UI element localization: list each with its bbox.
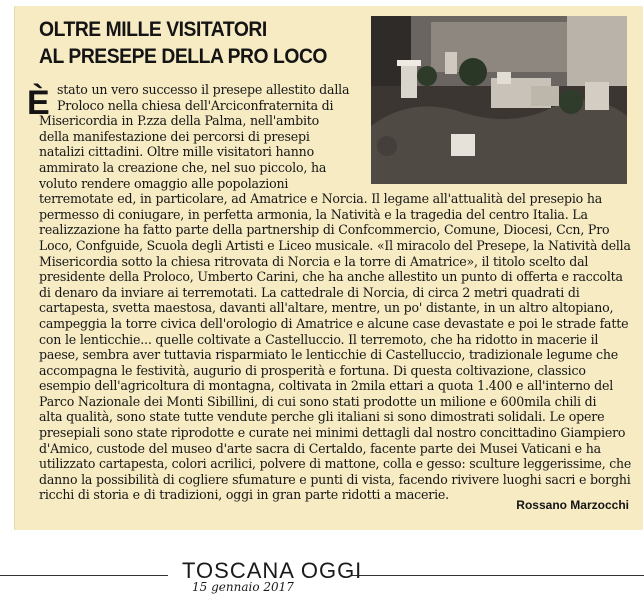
article-line: natalizi cittadini. Oltre mille visitatori hanno — [39, 144, 314, 160]
article-line: alta qualità, sono state tutte vendute perche gli italiani si sono dimostrati solidali. Le opere — [39, 409, 605, 425]
article-line: terremotate ed, in particolare, ad Amatrice e Norcia. Il legame all'attualità del presepio ha — [39, 191, 603, 207]
drop-cap: È — [27, 84, 50, 122]
headline-line-1: OLTRE MILLE VISITATORI — [39, 18, 267, 41]
headline — [39, 16, 379, 70]
article-line: stato un vero successo il presepe allestito dalla — [57, 82, 350, 97]
article-line: Parco Nazionale dei Monti Sibillini, di cui sono stati prodotte un milione e 600mila chili di — [39, 393, 597, 409]
article-line: danno la possibilità di cogliere sfumature e punti di vista, facendo rivivere luoghi sacri e borghi — [39, 471, 631, 487]
article-line: accompagna le festività, augurio di prosperità e fortuna. Di questa coltivazione, classico — [39, 362, 586, 378]
article-line: permesso di coniugare, in perfetta armonia, la Natività e la tragedia del centro Italia. La — [39, 206, 588, 222]
article-line: utilizzato cartapesta, colori acrilici, polvere di mattone, colla e gesso: sculture leggerissime, che — [39, 456, 631, 472]
article-line: campeggia la torre civica dell'orologio di Amatrice e alcune case devastate e poi le strade fatte — [39, 315, 629, 331]
article-body — [39, 82, 631, 503]
article-line: esempio dell'agricoltura di montagna, coltivata in 2mila ettari a quota 1.400 e all'interno del — [39, 378, 614, 394]
article-line: paese, sembra aver tuttavia risparmiato le lenticchie di Castelluccio, tradizionale legume che — [39, 347, 619, 363]
article-line: Proloco nella chiesa dell'Arciconfraternita di — [57, 97, 334, 113]
article-line: ricchi di storia e di tradizioni, oggi in gran parte ridotti a macerie. — [39, 487, 449, 503]
article-line: voluto rendere omaggio alle popolazioni — [39, 175, 289, 191]
article-line: di denaro da inviare ai terremotati. La cattedrale di Norcia, di circa 2 metri quadrati di — [39, 284, 580, 300]
author-signature: Rossano Marzocchi — [516, 498, 629, 512]
newspaper-clipping — [14, 6, 643, 530]
article-line: con le lenticchie... quelle coltivate a Castelluccio. Il terremoto, che ha ridotto in macerie il — [39, 331, 599, 347]
article-line: Misericordia sotto la chiesa ritrovata di Norcia e la torre di Amatrice», il titolo scelto dal — [39, 253, 589, 269]
headline-line-2: AL PRESEPE DELLA PRO LOCO — [39, 45, 328, 68]
publication-name: TOSCANA OGGI — [182, 558, 363, 583]
masthead-rule-right — [352, 575, 644, 576]
article-line: della manifestazione dei percorsi di presepi — [39, 128, 310, 144]
masthead-rule-left — [0, 575, 168, 576]
article-line: presepiali sono state riprodotte e curate nei minimi dettagli dal nostro concittadino Giampiero — [39, 425, 626, 441]
publication-date: 15 gennaio 2017 — [192, 580, 294, 594]
article-line: Loco, Confguide, Scuola degli Artisti e Liceo musicale. «Il miracolo del Presepe, la Natività della — [39, 237, 631, 253]
article-line: ammirato la creazione che, nel suo piccolo, ha — [39, 159, 327, 175]
article-line: d'Amico, custode del museo d'arte sacra di Certaldo, facente parte dei Musei Vaticani e ha — [39, 440, 601, 456]
article-line: cartapesta, svetta maestosa, davanti all'altare, mentre, un po' distante, in un altro altopiano, — [39, 300, 614, 316]
article-line: realizzazione ha fatto parte della partnership di Confcommercio, Comune, Diocesi, Ccn, Pro — [39, 222, 610, 238]
article-line: Misericordia in P.zza della Palma, nell'ambito — [39, 113, 320, 129]
article-line: presidente della Proloco, Umberto Carini, che ha anche allestito un punto di offerta e raccolta — [39, 269, 623, 285]
